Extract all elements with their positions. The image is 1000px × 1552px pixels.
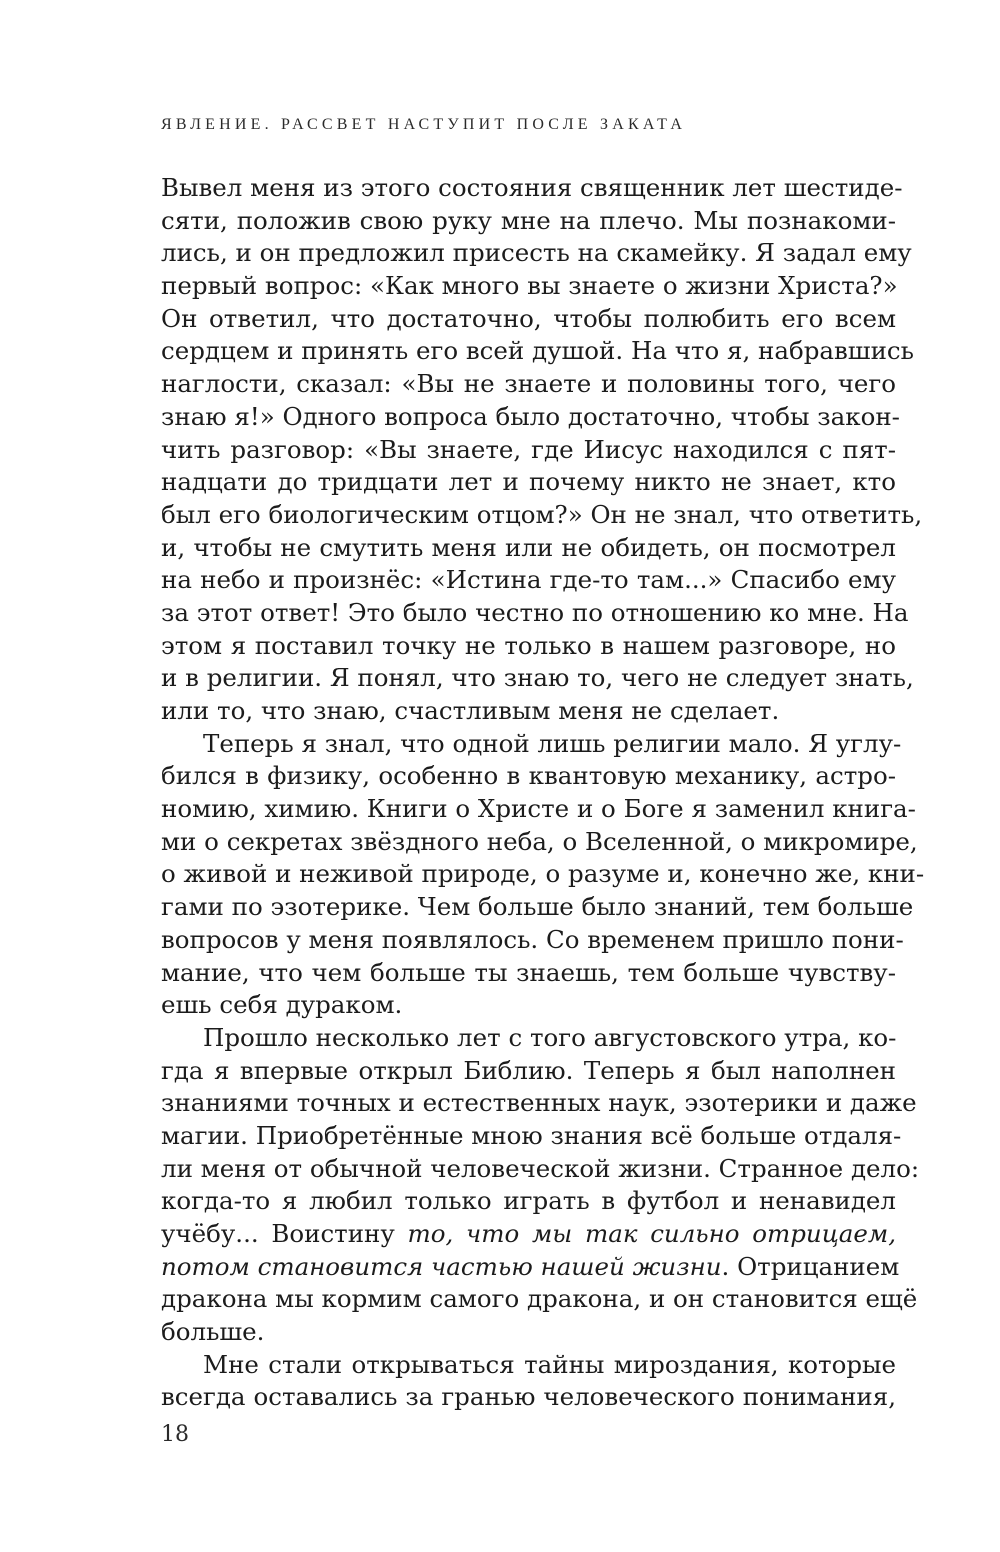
italic-run: потом становится частью нашей жизни xyxy=(161,1251,722,1281)
text-line: мание, что чем больше ты знаешь, тем больше чувству- xyxy=(161,957,896,987)
text-line: и, чтобы не смутить меня или не обидеть, он посмотрел xyxy=(161,532,896,562)
text-line: на небо и произнёс: «Истина где-то там...» Спасибо ему xyxy=(161,565,896,595)
text-line: знаниями точных и естественных наук, эзотерики и даже xyxy=(161,1088,917,1118)
text-line: за этот ответ! Это было честно по отношению ко мне. На xyxy=(161,597,909,627)
text-line: был его биологическим отцом?» Он не знал, что ответить, xyxy=(161,499,923,529)
text-line: Мне стали открываться тайны мироздания, которые xyxy=(203,1349,896,1379)
text-line: Он ответил, что достаточно, чтобы полюбить его всем xyxy=(161,303,896,333)
text-line: бился в физику, особенно в квантовую механику, астро- xyxy=(161,761,896,791)
text-line: знаю я!» Одного вопроса было достаточно, чтобы закон- xyxy=(161,401,900,431)
text-line: сяти, положив свою руку мне на плечо. Мы познакоми- xyxy=(161,205,896,235)
body-text xyxy=(161,172,925,1414)
text-line: гами по эзотерике. Чем больше было знаний, тем больше xyxy=(161,892,914,922)
italic-run: то, что мы так сильно отрицаем, xyxy=(407,1219,896,1248)
text-line: сердцем и принять его всей душой. На что я, набравшись xyxy=(161,336,914,366)
text-line: ли меня от обычной человеческой жизни. Странное дело: xyxy=(161,1153,920,1183)
text-line: ешь себя дураком. xyxy=(161,990,403,1020)
text-line: или то, что знаю, счастливым меня не сделает. xyxy=(161,696,780,725)
text-line: первый вопрос: «Как много вы знаете о жизни Христа?» xyxy=(161,271,898,301)
text-line: дракона мы кормим самого дракона, и он становится ещё xyxy=(161,1284,918,1314)
text-run: учёбу... Воистину xyxy=(161,1219,408,1248)
text-line: магии. Приобретённые мною знания всё больше отдаля- xyxy=(161,1120,902,1150)
text-line: наглости, сказал: «Вы не знаете и половины того, чего xyxy=(161,369,896,399)
text-line: Прошло несколько лет с того августовского утра, ко- xyxy=(203,1022,897,1052)
text-line: лись, и он предложил присесть на скамейку. Я задал ему xyxy=(161,238,912,268)
text-line: всегда оставались за гранью человеческого понимания, xyxy=(161,1382,896,1412)
text-line: этом я поставил точку не только в нашем разговоре, но xyxy=(161,630,896,660)
text-line: и в религии. Я понял, что знаю то, чего не следует знать, xyxy=(161,663,914,693)
text-line: о живой и неживой природе, о разуме и, конечно же, кни- xyxy=(161,859,925,889)
text-line: вопросов у меня появлялось. Со временем пришло пони- xyxy=(161,924,904,954)
text-line: надцати до тридцати лет и почему никто не знает, кто xyxy=(161,467,896,497)
text-line: когда-то я любил только играть в футбол и ненавидел xyxy=(161,1186,896,1216)
text-run: . Отрицанием xyxy=(721,1251,900,1281)
text-line: ми о секретах звёздного неба, о Вселенной, о микромире, xyxy=(161,826,918,856)
text-line: Теперь я знал, что одной лишь религии мало. Я углу- xyxy=(203,728,902,758)
text-line: чить разговор: «Вы знаете, где Иисус находился с пят- xyxy=(161,434,896,464)
text-line-with-italic xyxy=(161,1251,900,1284)
text-line: номию, химию. Книги о Христе и о Боге я заменил книга- xyxy=(161,794,916,824)
text-line: Вывел меня из этого состояния священник лет шестиде- xyxy=(161,173,903,202)
running-head: ЯВЛЕНИЕ. РАССВЕТ НАСТУПИТ ПОСЛЕ ЗАКАТА xyxy=(161,116,687,133)
text-line-with-italic xyxy=(161,1218,896,1251)
page-number: 18 xyxy=(161,1422,189,1447)
text-line: гда я впервые открыл Библию. Теперь я был наполнен xyxy=(161,1055,896,1085)
text-line: больше. xyxy=(161,1317,265,1347)
